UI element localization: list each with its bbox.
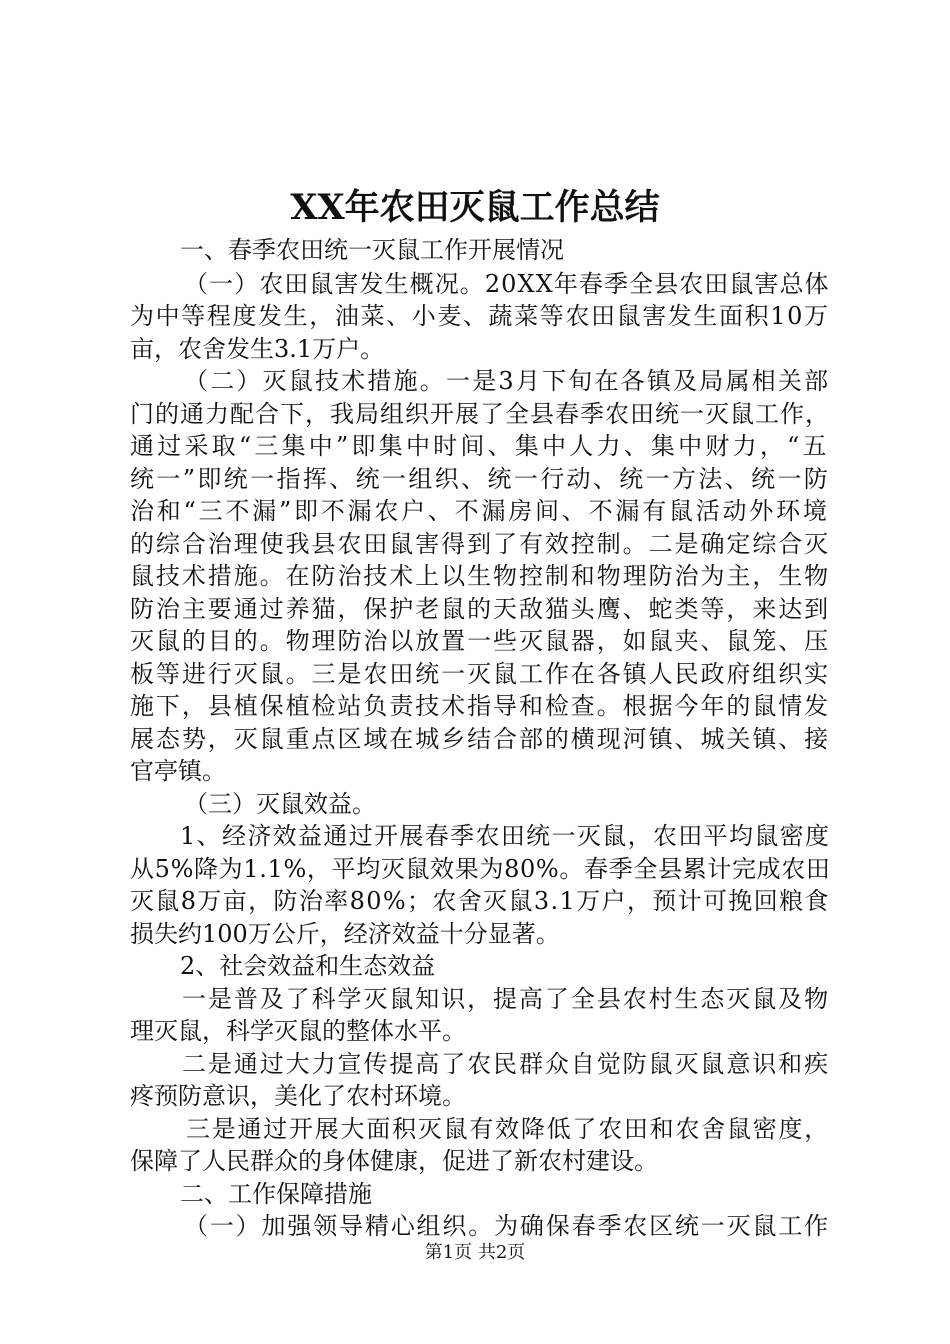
text-line: 亩，农舍发生3.1万户。 [130,335,385,363]
text-line: 一是普及了科学灭鼠知识，提高了全县农村生态灭鼠及物 [182,985,830,1013]
text-line: 灭鼠8万亩，防治率80%；农舍灭鼠3.1万户，预计可挽回粮食 [130,887,830,915]
text-line: 防治主要通过养猫，保护老鼠的天敌猫头鹰、蛇类等，来达到 [130,595,831,623]
text-line: （一）加强领导精心组织。为确保春季农区统一灭鼠工作 [184,1212,830,1240]
text-line: 理灭鼠，科学灭鼠的整体水平。 [130,1017,466,1045]
text-line: 门的通力配合下，我局组织开展了全县春季农田统一灭鼠工作， [130,400,830,428]
text-line: （二）灭鼠技术措施。一是3月下旬在各镇及局属相关部 [184,367,831,395]
text-line: 保障了人民群众的身体健康，促进了新农村建设。 [130,1147,658,1175]
text-line: 鼠技术措施。在防治技术上以生物控制和物理防治为主，生物 [130,562,831,590]
text-line: （一）农田鼠害发生概况。20XX年春季全县农田鼠害总体 [184,270,830,298]
text-line: 展态势，灭鼠重点区域在城乡结合部的横现河镇、城关镇、接 [130,725,831,753]
text-line: 一、春季农田统一灭鼠工作开展情况 [180,236,564,264]
text-line: 损失约100万公斤，经济效益十分显著。 [130,920,560,948]
page-footer: 第1页 共2页 [424,1242,526,1263]
text-line: 从5%降为1.1%，平均灭鼠效果为80%。春季全县累计完成农田 [130,855,831,883]
text-line: 二是通过大力宣传提高了农民群众自觉防鼠灭鼠意识和疾 [182,1050,830,1078]
text-line: 通过采取“三集中”即集中时间、集中人力、集中财力，“五 [130,432,830,460]
text-line: 1、经济效益通过开展春季农田统一灭鼠，农田平均鼠密度 [180,822,831,850]
text-line: 施下，县植保植检站负责技术指导和检查。根据今年的鼠情发 [130,692,831,720]
text-line: 治和“三不漏”即不漏农户、不漏房间、不漏有鼠活动外环境 [130,497,830,525]
text-line: 板等进行灭鼠。三是农田统一灭鼠工作在各镇人民政府组织实 [130,660,831,688]
text-line: 官亭镇。 [130,757,226,785]
page-title: XX年农田灭鼠工作总结 [290,187,660,228]
text-line: （三）灭鼠效益。 [184,790,376,818]
text-line: 灭鼠的目的。物理防治以放置一些灭鼠器，如鼠夹、鼠笼、压 [130,627,831,655]
text-line: 二、工作保障措施 [180,1180,372,1208]
text-line: 为中等程度发生，油菜、小麦、蔬菜等农田鼠害发生面积10万 [130,302,830,330]
text-line: 2、社会效益和生态效益 [180,952,436,980]
text-line: 统一”即统一指挥、统一组织、统一行动、统一方法、统一防 [130,465,831,493]
text-line: 的综合治理使我县农田鼠害得到了有效控制。二是确定综合灭 [130,530,831,558]
text-line: 三是通过开展大面积灭鼠有效降低了农田和农舍鼠密度， [186,1115,830,1143]
text-line: 疼预防意识，美化了农村环境。 [130,1082,466,1110]
